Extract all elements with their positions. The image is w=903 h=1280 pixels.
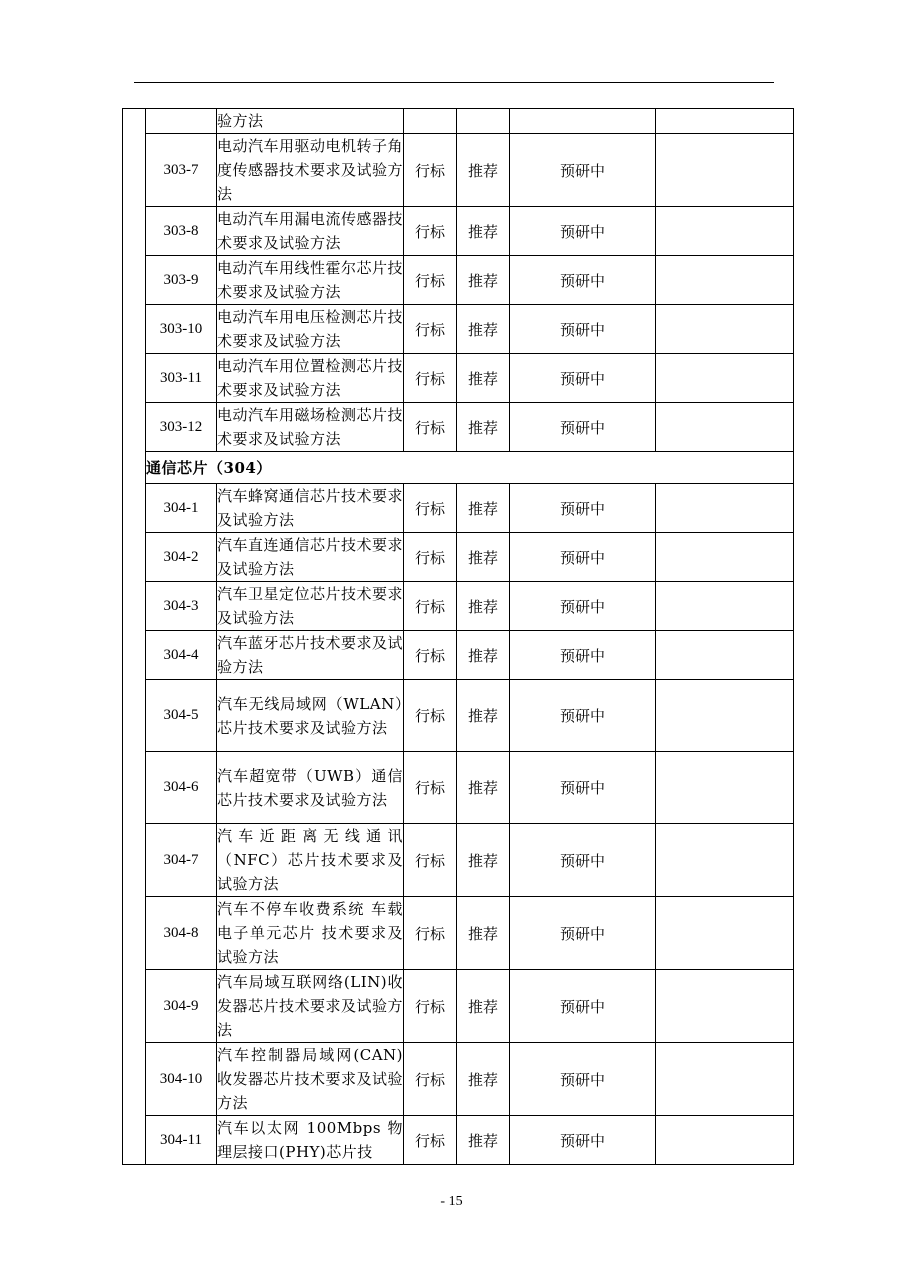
standard-name-cell: 汽车蜂窝通信芯片技术要求及试验方法: [217, 484, 404, 533]
table-row: [123, 824, 794, 897]
standard-category-cell: 行标: [404, 484, 457, 533]
table-row: [123, 1116, 794, 1165]
table-row: [123, 533, 794, 582]
standard-note-cell: [656, 109, 794, 134]
standard-name-cell: 汽车不停车收费系统 车载电子单元芯片 技术要求及试验方法: [217, 897, 404, 970]
standard-note-cell: [656, 484, 794, 533]
standard-name-cell: 电动汽车用驱动电机转子角度传感器技术要求及试验方法: [217, 134, 404, 207]
standard-code-cell: 303-9: [146, 256, 217, 305]
standard-category-cell: 行标: [404, 403, 457, 452]
standard-status-cell: 推荐: [457, 970, 510, 1043]
table-row: [123, 256, 794, 305]
standard-name-cell: 电动汽车用电压检测芯片技术要求及试验方法: [217, 305, 404, 354]
standard-note-cell: [656, 897, 794, 970]
standard-status-cell: 推荐: [457, 582, 510, 631]
standard-status-cell: 推荐: [457, 256, 510, 305]
page-number: - 15: [440, 1194, 463, 1209]
standard-note-cell: [656, 680, 794, 752]
standard-category-cell: 行标: [404, 354, 457, 403]
standard-code-cell: 304-10: [146, 1043, 217, 1116]
standard-category-cell: 行标: [404, 680, 457, 752]
standard-stage-cell: 预研中: [510, 256, 656, 305]
standard-stage-cell: 预研中: [510, 582, 656, 631]
standard-code-cell: 303-11: [146, 354, 217, 403]
standard-note-cell: [656, 305, 794, 354]
standard-category-cell: 行标: [404, 1043, 457, 1116]
standard-note-cell: [656, 752, 794, 824]
standard-code-cell: 304-1: [146, 484, 217, 533]
standard-stage-cell: [510, 109, 656, 134]
standard-stage-cell: 预研中: [510, 752, 656, 824]
standard-stage-cell: 预研中: [510, 533, 656, 582]
table-row: [123, 970, 794, 1043]
standard-name-cell: 汽车近距离无线通讯（NFC）芯片技术要求及试验方法: [217, 824, 404, 897]
header-rule: [134, 82, 774, 83]
standard-status-cell: 推荐: [457, 134, 510, 207]
standard-category-cell: 行标: [404, 752, 457, 824]
standard-note-cell: [656, 134, 794, 207]
standard-category-cell: 行标: [404, 533, 457, 582]
standard-code-cell: 304-3: [146, 582, 217, 631]
standard-stage-cell: 预研中: [510, 970, 656, 1043]
standard-code-cell: 304-2: [146, 533, 217, 582]
standard-code-cell: 304-8: [146, 897, 217, 970]
standard-status-cell: 推荐: [457, 354, 510, 403]
standard-category-cell: 行标: [404, 824, 457, 897]
standard-name-cell: 电动汽车用位置检测芯片技术要求及试验方法: [217, 354, 404, 403]
standard-code-cell: 303-7: [146, 134, 217, 207]
standard-stage-cell: 预研中: [510, 897, 656, 970]
table-row: [123, 1043, 794, 1116]
standard-name-cell: 汽车以太网 100Mbps 物理层接口(PHY)芯片技: [217, 1116, 404, 1165]
standard-name-cell: 汽车蓝牙芯片技术要求及试验方法: [217, 631, 404, 680]
standard-name-cell: 验方法: [217, 109, 404, 134]
group-indent-cell: [123, 109, 146, 1165]
standard-status-cell: 推荐: [457, 305, 510, 354]
standard-stage-cell: 预研中: [510, 1116, 656, 1165]
standard-category-cell: 行标: [404, 256, 457, 305]
standard-stage-cell: 预研中: [510, 484, 656, 533]
standard-note-cell: [656, 1043, 794, 1116]
table-row: [123, 354, 794, 403]
standard-note-cell: [656, 256, 794, 305]
standard-category-cell: [404, 109, 457, 134]
standards-table: [122, 108, 794, 1165]
standard-code-cell: 304-4: [146, 631, 217, 680]
standard-stage-cell: 预研中: [510, 134, 656, 207]
standard-note-cell: [656, 970, 794, 1043]
standard-status-cell: 推荐: [457, 207, 510, 256]
standard-category-cell: 行标: [404, 305, 457, 354]
standard-code-cell: 304-7: [146, 824, 217, 897]
standard-stage-cell: 预研中: [510, 207, 656, 256]
table-row: [123, 631, 794, 680]
standard-status-cell: 推荐: [457, 824, 510, 897]
standard-note-cell: [656, 207, 794, 256]
table-row: [123, 134, 794, 207]
standard-stage-cell: 预研中: [510, 305, 656, 354]
table-row: [123, 207, 794, 256]
standard-stage-cell: 预研中: [510, 824, 656, 897]
standard-status-cell: 推荐: [457, 752, 510, 824]
standard-code-cell: 304-9: [146, 970, 217, 1043]
table-row: [123, 484, 794, 533]
standard-status-cell: 推荐: [457, 897, 510, 970]
standard-category-cell: 行标: [404, 897, 457, 970]
table-row: [123, 305, 794, 354]
standard-category-cell: 行标: [404, 631, 457, 680]
standard-category-cell: 行标: [404, 970, 457, 1043]
standard-stage-cell: 预研中: [510, 403, 656, 452]
standard-name-cell: 汽车卫星定位芯片技术要求及试验方法: [217, 582, 404, 631]
section-row: [123, 452, 794, 484]
table-row: [123, 109, 794, 134]
standard-status-cell: 推荐: [457, 1043, 510, 1116]
standard-code-cell: 303-12: [146, 403, 217, 452]
standard-stage-cell: 预研中: [510, 631, 656, 680]
standard-status-cell: 推荐: [457, 631, 510, 680]
standard-stage-cell: 预研中: [510, 680, 656, 752]
standard-name-cell: 电动汽车用磁场检测芯片技术要求及试验方法: [217, 403, 404, 452]
standard-note-cell: [656, 1116, 794, 1165]
standard-status-cell: 推荐: [457, 1116, 510, 1165]
standard-name-cell: 汽车直连通信芯片技术要求及试验方法: [217, 533, 404, 582]
standard-name-cell: 汽车控制器局域网(CAN)收发器芯片技术要求及试验方法: [217, 1043, 404, 1116]
standard-note-cell: [656, 824, 794, 897]
table-row: [123, 582, 794, 631]
standard-category-cell: 行标: [404, 207, 457, 256]
standard-category-cell: 行标: [404, 134, 457, 207]
standard-status-cell: 推荐: [457, 484, 510, 533]
standard-note-cell: [656, 354, 794, 403]
table-row: [123, 897, 794, 970]
standard-stage-cell: 预研中: [510, 354, 656, 403]
standard-name-cell: 汽车无线局域网（WLAN）芯片技术要求及试验方法: [217, 680, 404, 752]
standard-name-cell: 汽车局域互联网络(LIN)收发器芯片技术要求及试验方法: [217, 970, 404, 1043]
standard-note-cell: [656, 533, 794, 582]
standard-note-cell: [656, 582, 794, 631]
standard-code-cell: 304-5: [146, 680, 217, 752]
standard-category-cell: 行标: [404, 582, 457, 631]
standard-code-cell: [146, 109, 217, 134]
standard-code-cell: 304-11: [146, 1116, 217, 1165]
standard-code-cell: 303-8: [146, 207, 217, 256]
standard-code-cell: 303-10: [146, 305, 217, 354]
table-row: [123, 680, 794, 752]
standard-category-cell: 行标: [404, 1116, 457, 1165]
standard-code-cell: 304-6: [146, 752, 217, 824]
standard-name-cell: 电动汽车用漏电流传感器技术要求及试验方法: [217, 207, 404, 256]
standard-stage-cell: 预研中: [510, 1043, 656, 1116]
standard-status-cell: 推荐: [457, 680, 510, 752]
standard-status-cell: 推荐: [457, 403, 510, 452]
standard-name-cell: 汽车超宽带（UWB）通信芯片技术要求及试验方法: [217, 752, 404, 824]
table-row: [123, 403, 794, 452]
standard-name-cell: 电动汽车用线性霍尔芯片技术要求及试验方法: [217, 256, 404, 305]
standard-status-cell: 推荐: [457, 533, 510, 582]
standard-status-cell: [457, 109, 510, 134]
standard-note-cell: [656, 631, 794, 680]
standard-note-cell: [656, 403, 794, 452]
section-title: 通信芯片（304）: [146, 452, 794, 484]
table-row: [123, 752, 794, 824]
